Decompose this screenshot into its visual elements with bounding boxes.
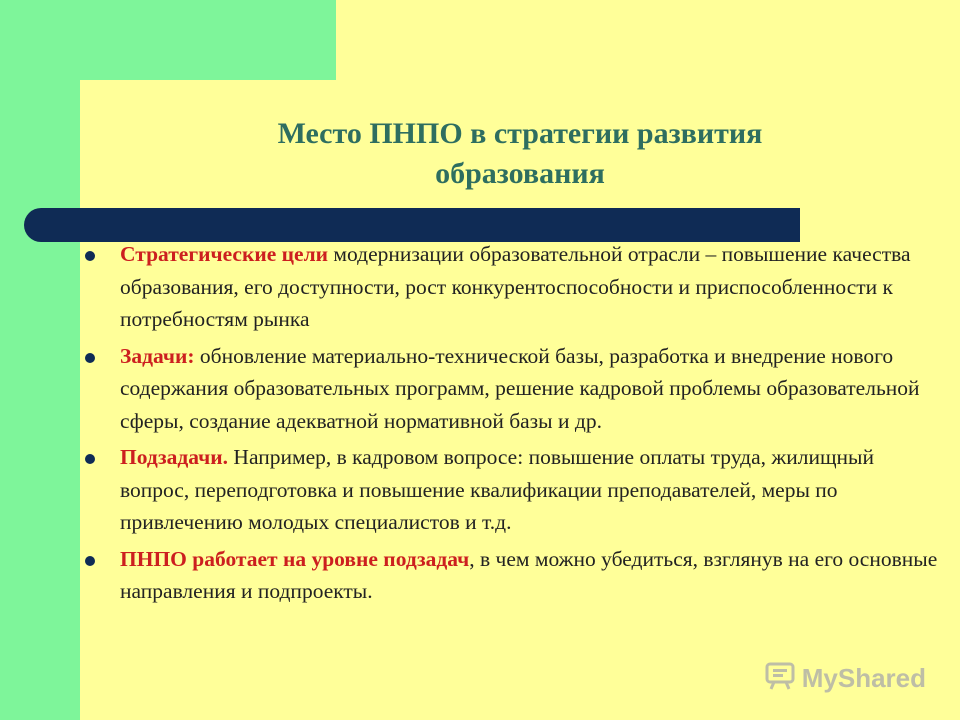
bullet-list bbox=[80, 238, 940, 612]
bullet-text: , в чем можно убедиться, взглянув на его основные направления и подпроекты. bbox=[120, 546, 938, 603]
presentation-board-icon bbox=[764, 659, 796, 698]
bullet-dot-icon bbox=[85, 353, 95, 363]
bullet-highlight: Задачи: bbox=[120, 343, 195, 368]
bullet-dot-icon bbox=[85, 251, 95, 261]
bullet-text: модернизации образовательной отрасли – повышение качества образования, его доступности, рост конкурентоспособности и приспособленности к потребностям рынка bbox=[120, 242, 911, 331]
bullet-dot-icon bbox=[85, 556, 95, 566]
background-green-strip bbox=[0, 0, 80, 720]
bullet-item-tasks bbox=[80, 340, 940, 438]
bullet-dot-icon bbox=[85, 454, 95, 464]
bullet-highlight: ПНПО работает на уровне подзадач bbox=[120, 546, 470, 571]
bullet-item-strategic-goals bbox=[80, 238, 940, 336]
watermark bbox=[764, 659, 926, 698]
bullet-text: Например, в кадровом вопросе: повышение оплаты труда, жилищный вопрос, переподготовка и повышение квалификации преподавателей, меры по привлечению молодых специалистов и т.д. bbox=[120, 445, 874, 534]
bullet-highlight: Подзадачи. bbox=[120, 445, 229, 469]
slide-title: Место ПНПО в стратегии развития образования bbox=[277, 117, 763, 190]
bullet-item-pnpo-level bbox=[80, 543, 940, 608]
bullet-item-subtasks bbox=[80, 441, 940, 539]
title-divider-bar bbox=[24, 208, 800, 242]
bullet-text: обновление материально-технической базы, разработка и внедрение нового содержания образовательных программ, решение кадровой проблемы образовательной сферы, создание адекватной нормативной базы и др. bbox=[120, 343, 920, 433]
watermark-text: MyShared bbox=[801, 663, 926, 693]
bullet-highlight: Стратегические цели bbox=[120, 242, 329, 266]
